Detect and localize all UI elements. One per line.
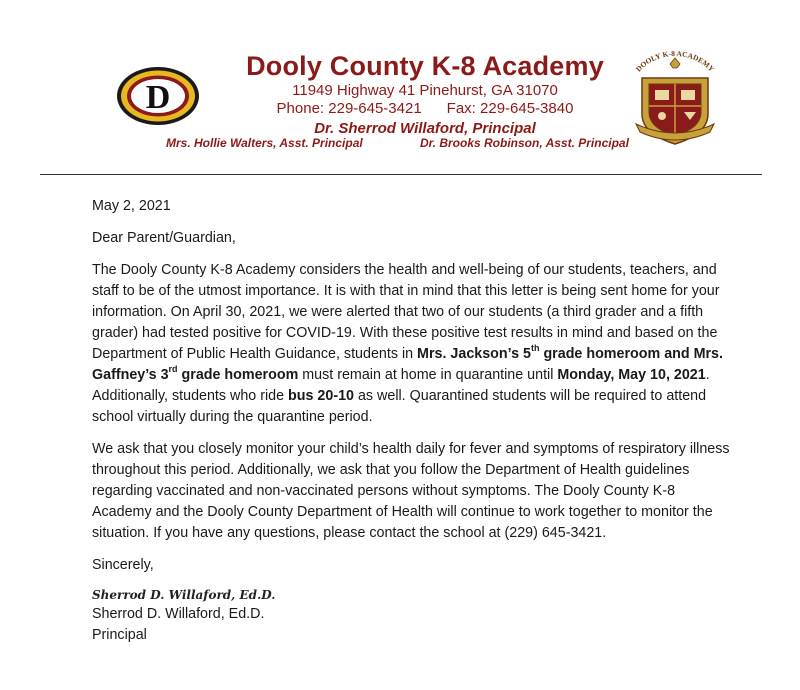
para1-sup-2: rd bbox=[168, 364, 178, 375]
para1-sup-1: th bbox=[530, 343, 540, 354]
para1-text-3: . Additionally, students who ride bbox=[92, 367, 710, 404]
letterhead-text bbox=[160, 50, 690, 139]
academy-crest-icon bbox=[622, 44, 728, 148]
letter-body bbox=[92, 196, 732, 646]
para1-bold-5: bus 20-10 bbox=[288, 388, 354, 404]
school-name: Dooly County K-8 Academy bbox=[246, 51, 604, 81]
letter-closing: Sincerely, bbox=[92, 557, 154, 573]
para1-bold-3: grade homeroom bbox=[177, 367, 299, 383]
letter-paragraph-1 bbox=[92, 260, 732, 428]
letterhead bbox=[0, 0, 800, 175]
crest-text: DOOLY K-8 ACADEMY bbox=[633, 49, 717, 74]
para1-bold-2: grade homeroom and Mrs. Gaffney’s 3 bbox=[92, 346, 723, 383]
para1-text-2: must remain at home in quarantine until bbox=[298, 367, 558, 383]
signer-title: Principal bbox=[92, 627, 147, 643]
para1-text-1: The Dooly County K-8 Academy considers the health and well-being of our students, teachers, and staff to be of the utmost importance. It is with that in mind that this letter is being sent home for your information. On April 30, 2021, we were alerted that two of our students (a third grader and a fifth grader) had tested positive for COVID-19. With these positive test results in mind and based on the Department of Public Health Guidance, students in bbox=[92, 262, 720, 362]
letter-date: May 2, 2021 bbox=[92, 198, 171, 214]
letter-salutation: Dear Parent/Guardian, bbox=[92, 230, 236, 246]
para1-bold-4: Monday, May 10, 2021 bbox=[557, 367, 706, 383]
para1-bold-1: Mrs. Jackson’s 5 bbox=[417, 346, 531, 362]
letter-paragraph-2: We ask that you closely monitor your child’s health daily for fever and symptoms of respiratory illness throughout this period. Additionally, we ask that you follow the Department of Health guidelines regarding vaccinated and non-vaccinated persons without symptoms. The Dooly County K-8 Academy and the Dooly County Department of Health will continue to work together to monitor the situation. If you have any questions, please contact the school at (229) 645-3421. bbox=[92, 441, 730, 541]
handwritten-signature: Sherrod D. Willaford, Ed.D. bbox=[92, 588, 276, 602]
asst-principal-1: Mrs. Hollie Walters, Asst. Principal bbox=[166, 136, 363, 150]
para1-text-4: as well. Quarantined students will be required to attend school virtually during the quarantine period. bbox=[92, 388, 707, 425]
asst-principal-2: Dr. Brooks Robinson, Asst. Principal bbox=[420, 136, 629, 150]
principal-name: Dr. Sherrod Willaford, Principal bbox=[314, 120, 536, 137]
signer-name: Sherrod D. Willaford, Ed.D. bbox=[92, 606, 265, 622]
school-address: 11949 Highway 41 Pinehurst, GA 31070 bbox=[292, 82, 558, 99]
school-phone-fax: Phone: 229-645-3421 Fax: 229-645-3840 bbox=[276, 100, 574, 117]
letterhead-divider bbox=[40, 174, 762, 175]
logo-letter: D bbox=[145, 79, 171, 116]
